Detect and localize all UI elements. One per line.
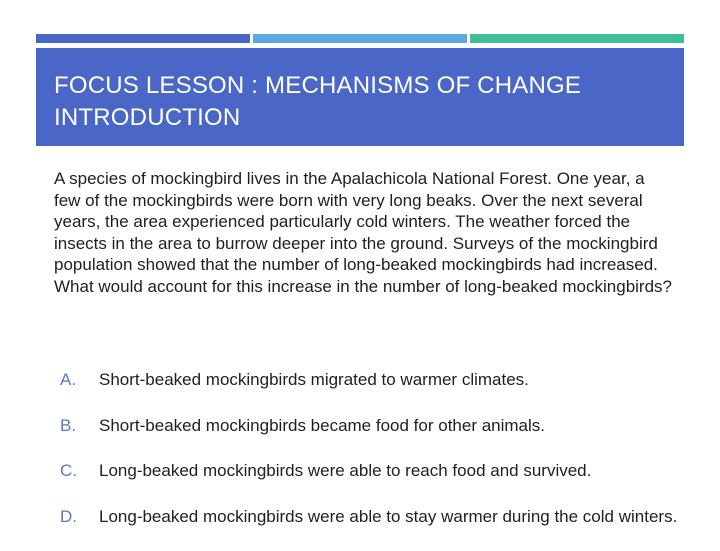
answer-option-a[interactable] [60, 369, 680, 391]
answer-letter: B. [60, 415, 77, 435]
answer-text: Short-beaked mockingbirds became food for other animals. [99, 415, 546, 435]
answer-letter: D. [60, 506, 77, 526]
title-band [36, 48, 684, 146]
answer-option-b[interactable] [60, 415, 680, 437]
answer-text: Long-beaked mockingbirds were able to reach food and survived. [99, 461, 592, 481]
answer-option-d[interactable] [60, 506, 680, 528]
answer-text: Long-beaked mockingbirds were able to stay warmer during the cold winters. [99, 506, 678, 526]
answer-option-c[interactable] [60, 460, 680, 482]
answer-letter: A. [60, 370, 77, 389]
answer-letter: C. [60, 461, 77, 481]
answer-list [60, 369, 680, 551]
accent-bar-blue [36, 34, 250, 43]
slide-title: FOCUS LESSON : MECHANISMS OF CHANGE INTRODUCTION [54, 72, 582, 131]
accent-bar-light-blue [253, 34, 467, 43]
accent-bar-green [470, 34, 684, 43]
question-text: A species of mockingbird lives in the Apalachicola National Forest. One year, a few of the mockingbirds were born with very long beaks. Over the next several years, the area experienced particularly cold winters. The weather forced the insects in the area to burrow deeper into the ground. Surveys of the mockingbird population showed that the number of long-beaked mockingbirds had increased. What would account for this increase in the number of long-beaked mockingbirds? [54, 169, 673, 296]
answer-text: Short-beaked mockingbirds migrated to warmer climates. [99, 370, 529, 389]
